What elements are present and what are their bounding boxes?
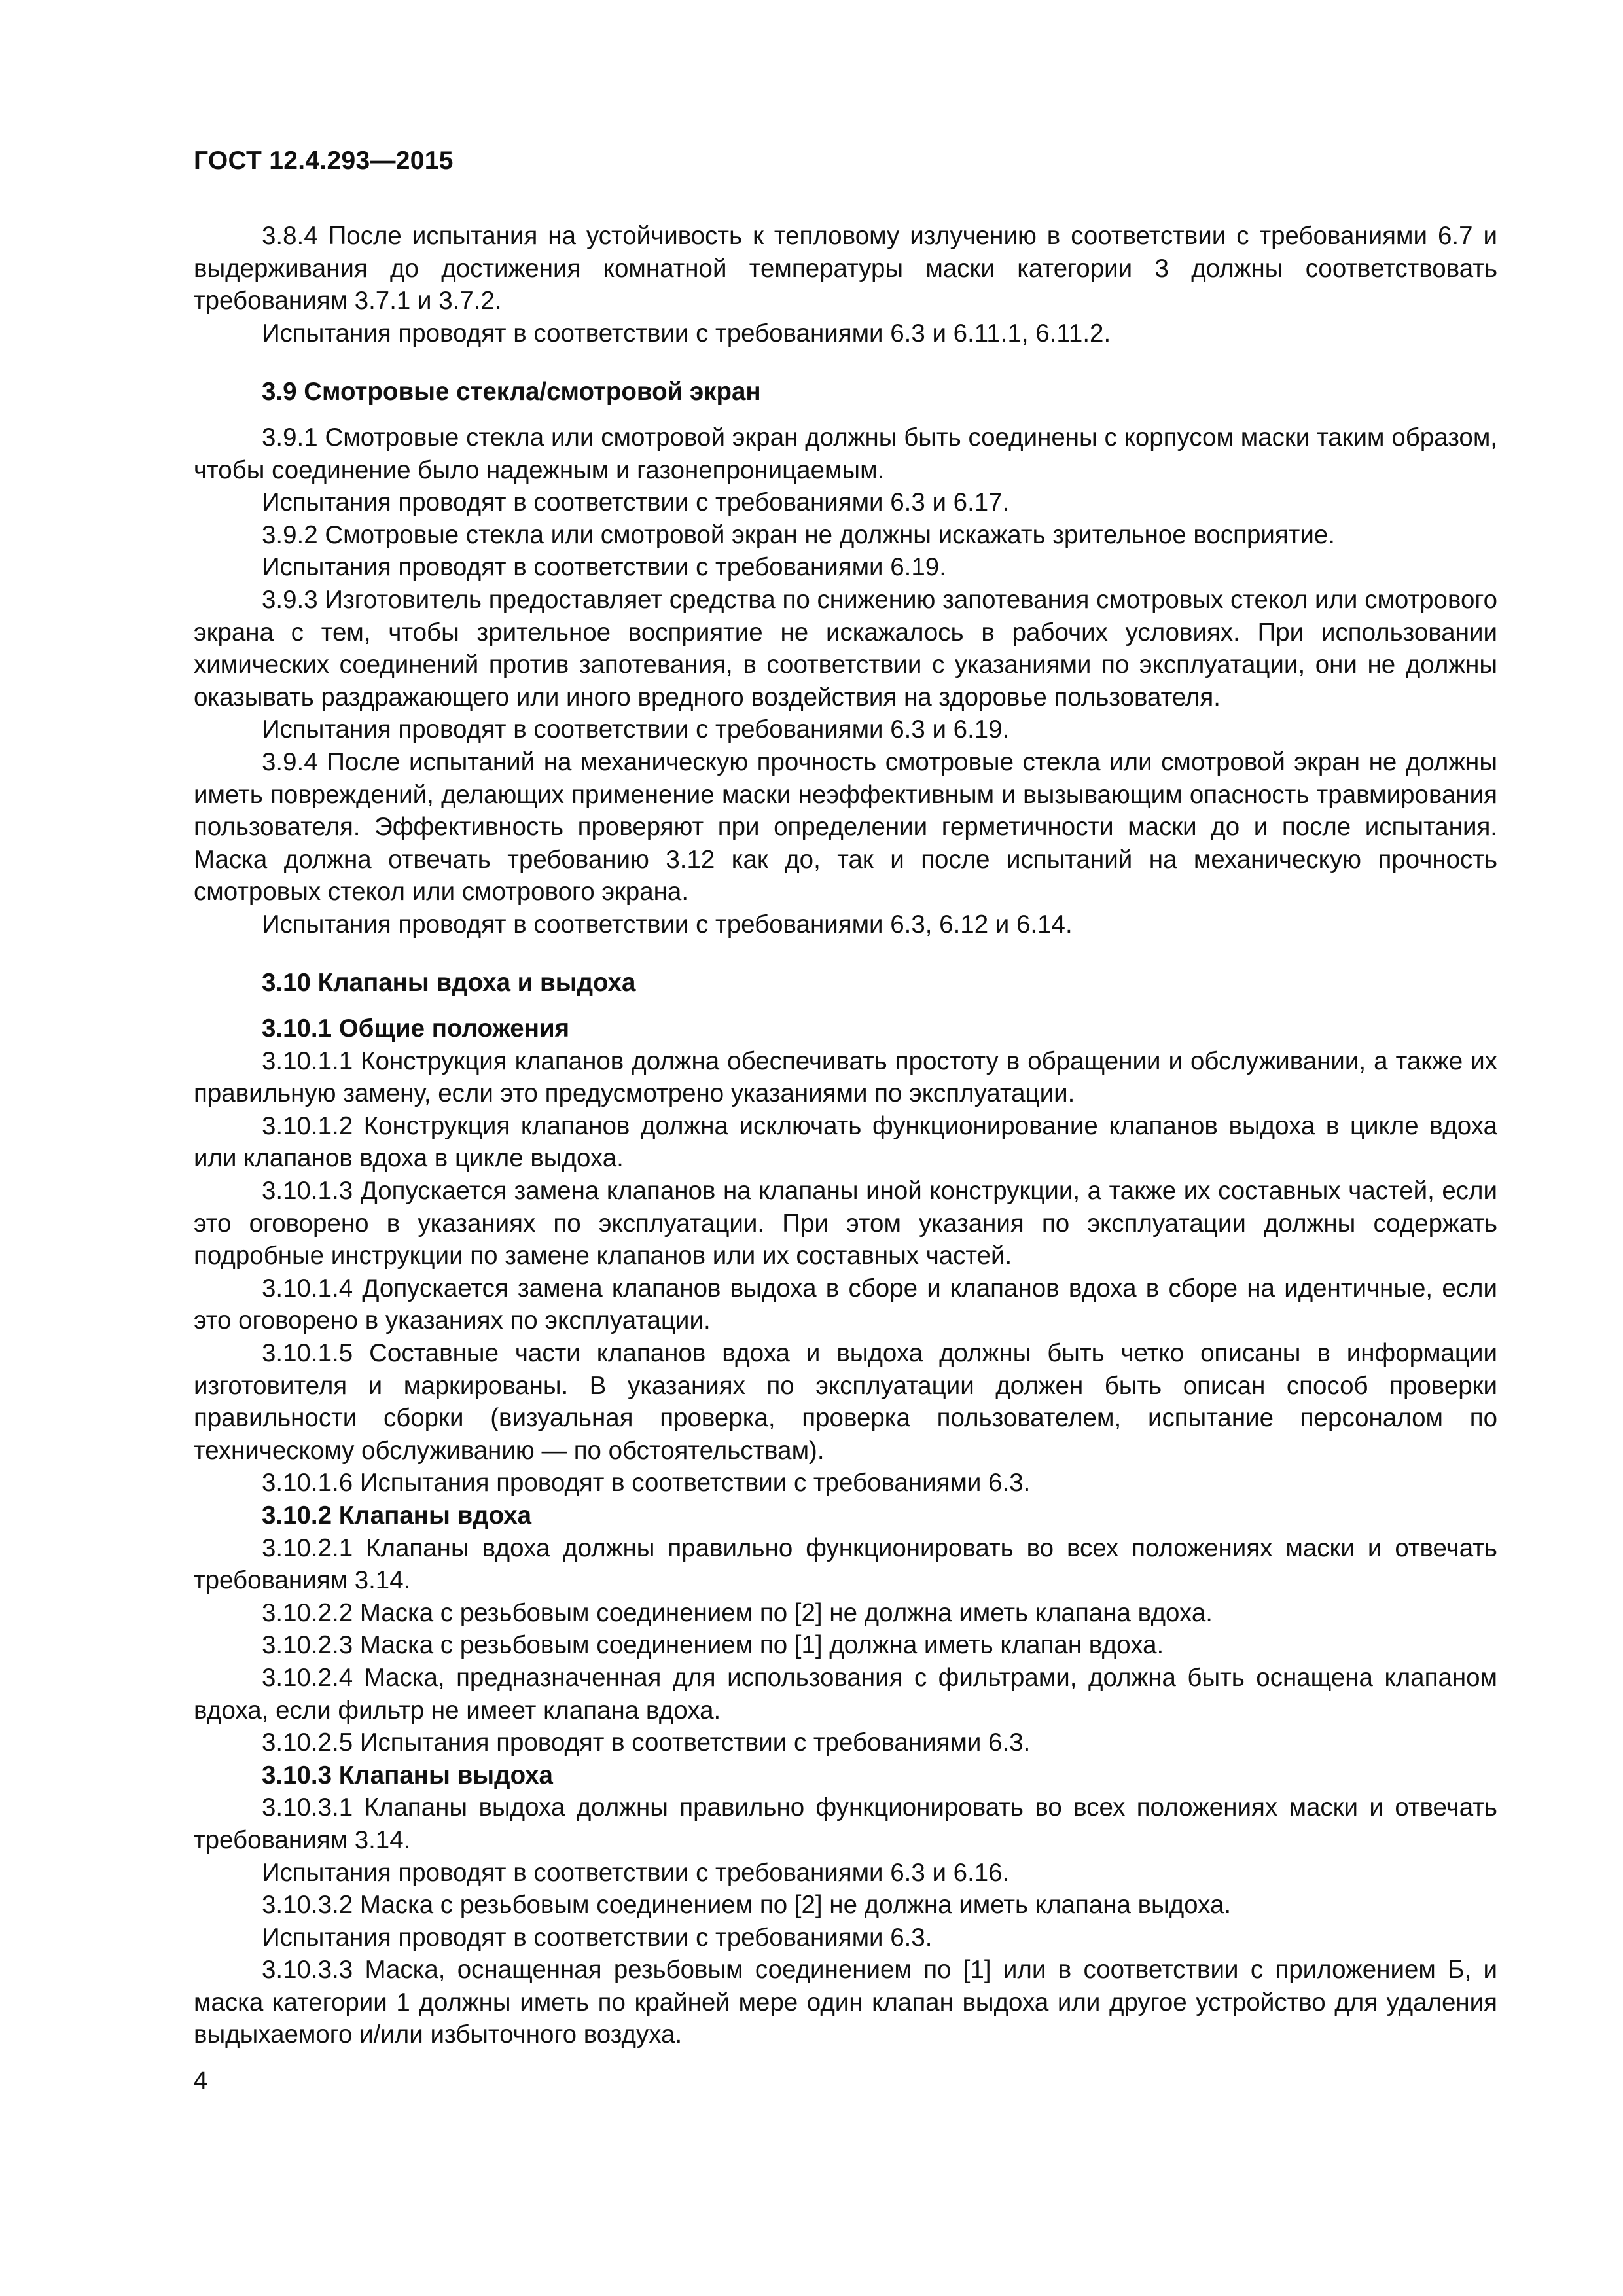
- paragraph-p-3-10-3-3: 3.10.3.3 Маска, оснащенная резьбовым соединением по [1] или в соответствии с приложением Б, и маска категории 1 должны иметь по крайней мере один клапан выдоха или другое устройство для удаления выдыхаемого и/или избыточного воздуха.: [194, 1956, 1497, 2049]
- document-header: ГОСТ 12.4.293—2015: [194, 147, 454, 175]
- paragraph-p-3-9-3-test: Испытания проводят в соответствии с требованиями 6.3 и 6.19.: [262, 715, 1010, 744]
- paragraph-p-3-9-3: 3.9.3 Изготовитель предоставляет средства по снижению запотевания смотровых стекол или смотрового экрана с тем, чтобы зрительное восприятие не искажалось в рабочих условиях. При использовании химических соединений против запотевания, в соответствии с указаниями по эксплуатации, они не должны оказывать раздражающего или иного вредного воздействия на здоровье пользователя.: [194, 585, 1497, 711]
- paragraph-p-3-9-4-test: Испытания проводят в соответствии с требованиями 6.3, 6.12 и 6.14.: [262, 910, 1073, 939]
- paragraph-p-3-10-1-4: 3.10.1.4 Допускается замена клапанов выдоха в сборе и клапанов вдоха в сборе на идентичные, если это оговорено в указаниях по эксплуатации.: [194, 1274, 1497, 1335]
- paragraph-p-3-10-3-1-test: Испытания проводят в соответствии с требованиями 6.3 и 6.16.: [262, 1858, 1010, 1887]
- page-number: 4: [194, 2067, 208, 2094]
- paragraph-p-3-10-2-5: 3.10.2.5 Испытания проводят в соответствии с требованиями 6.3.: [262, 1729, 1031, 1757]
- paragraph-p-3-10-2-3: 3.10.2.3 Маска с резьбовым соединением по [1] должна иметь клапан вдоха.: [262, 1631, 1164, 1660]
- section-heading-h-3-10-3: 3.10.3 Клапаны выдоха: [262, 1761, 553, 1789]
- paragraph-p-3-9-1-test: Испытания проводят в соответствии с требованиями 6.3 и 6.17.: [262, 488, 1010, 517]
- paragraph-p-3-9-1: 3.9.1 Смотровые стекла или смотровой экран должны быть соединены с корпусом маски таким образом, чтобы соединение было надежным и газонепроницаемым.: [194, 423, 1497, 484]
- paragraph-p-3-9-4: 3.9.4 После испытаний на механическую прочность смотровые стекла или смотровой экран не должны иметь повреждений, делающих применение маски неэффективным и вызывающим опасность травмирования пользователя. Эффективность проверяют при определении герметичности маски до и после испытания. Маска должна отвечать требованию 3.12 как до, так и после испытаний на механическую прочность смотровых стекол или смотрового экрана.: [194, 747, 1497, 906]
- paragraph-p-3-10-2-1: 3.10.2.1 Клапаны вдоха должны правильно функционировать во всех положениях маски и отвечать требованиям 3.14.: [194, 1534, 1497, 1595]
- paragraph-p-3-9-2-test: Испытания проводят в соответствии с требованиями 6.19.: [262, 553, 946, 582]
- section-heading-h-3-10-1: 3.10.1 Общие положения: [262, 1014, 570, 1043]
- paragraph-p-3-10-2-4: 3.10.2.4 Маска, предназначенная для использования с фильтрами, должна быть оснащена клапаном вдоха, если фильтр не имеет клапана вдоха.: [194, 1663, 1497, 1725]
- section-heading-h-3-10: 3.10 Клапаны вдоха и выдоха: [262, 969, 636, 997]
- paragraph-p-3-10-3-1: 3.10.3.1 Клапаны выдоха должны правильно функционировать во всех положениях маски и отвечать требованиям 3.14.: [194, 1793, 1497, 1854]
- paragraph-p-3-9-2: 3.9.2 Смотровые стекла или смотровой экран не должны искажать зрительное восприятие.: [262, 520, 1335, 549]
- paragraph-p-3-10-3-2-test: Испытания проводят в соответствии с требованиями 6.3.: [262, 1923, 933, 1952]
- section-heading-h-3-10-2: 3.10.2 Клапаны вдоха: [262, 1501, 532, 1530]
- paragraph-p-3-10-1-3: 3.10.1.3 Допускается замена клапанов на клапаны иной конструкции, а также их составных частей, если это оговорено в указаниях по эксплуатации. При этом указания по эксплуатации должны содержать подробные инструкции по замене клапанов или их составных частей.: [194, 1177, 1497, 1270]
- paragraph-p-3-10-1-1: 3.10.1.1 Конструкция клапанов должна обеспечивать простоту в обращении и обслуживании, а также их правильную замену, если это предусмотрено указаниями по эксплуатации.: [194, 1047, 1497, 1108]
- paragraph-p-3-10-2-2: 3.10.2.2 Маска с резьбовым соединением по [2] не должна иметь клапана вдоха.: [262, 1598, 1213, 1627]
- paragraph-p-3-10-3-2: 3.10.3.2 Маска с резьбовым соединением по [2] не должна иметь клапана выдоха.: [262, 1891, 1232, 1920]
- paragraph-p-3-8-4-test: Испытания проводят в соответствии с требованиями 6.3 и 6.11.1, 6.11.2.: [262, 319, 1111, 348]
- document-body: [194, 220, 1497, 2051]
- section-heading-h-3-9: 3.9 Смотровые стекла/смотровой экран: [262, 378, 761, 406]
- paragraph-p-3-10-1-5: 3.10.1.5 Составные части клапанов вдоха и выдоха должны быть четко описаны в информации изготовителя и маркированы. В указаниях по эксплуатации должен быть описан способ проверки правильности сборки (визуальная проверка, проверка пользователем, испытание персоналом по техническому обслуживанию — по обстоятельствам).: [194, 1339, 1497, 1465]
- paragraph-p-3-10-1-2: 3.10.1.2 Конструкция клапанов должна исключать функционирование клапанов выдоха в цикле вдоха или клапанов вдоха в цикле выдоха.: [194, 1111, 1497, 1173]
- paragraph-p-3-10-1-6: 3.10.1.6 Испытания проводят в соответствии с требованиями 6.3.: [262, 1469, 1031, 1498]
- paragraph-p-3-8-4: 3.8.4 После испытания на устойчивость к тепловому излучению в соответствии с требованиями 6.7 и выдерживания до достижения комнатной температуры маски категории 3 должны соответствовать требованиям 3.7.1 и 3.7.2.: [194, 222, 1497, 315]
